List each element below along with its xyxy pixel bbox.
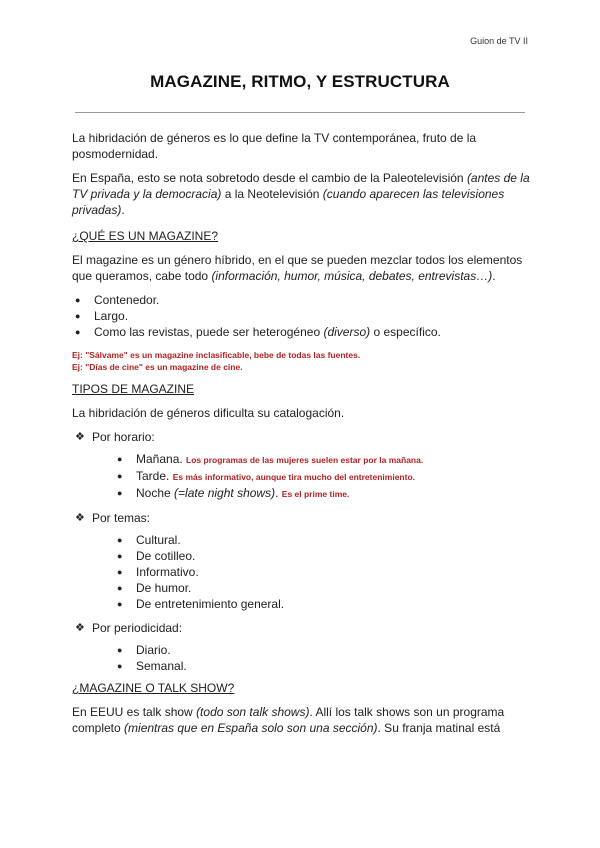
example-note: Ej: "Días de cine" es un magazine de cine.: [72, 362, 243, 372]
example-note: Ej: "Sálvame" es un magazine inclasificable, bebe de todas las fuentes.: [72, 350, 361, 360]
list-item: ● De humor.: [92, 580, 530, 596]
section-heading: TIPOS DE MAGAZINE: [72, 382, 195, 396]
section-paragraph: La hibridación de géneros dificulta su catalogación.: [72, 406, 345, 420]
list-item: ● Mañana. Los programas de las mujeres suelen estar por la mañana.: [92, 451, 530, 468]
diamond-bullet-icon: ❖: [75, 512, 85, 524]
sub-list: [92, 532, 530, 612]
list-item: ● Como las revistas, puede ser heterogéneo (diverso) o específico.: [72, 324, 530, 340]
sub-list: [92, 642, 530, 674]
running-header: Guion de TV II: [470, 36, 528, 46]
page-title: MAGAZINE, RITMO, Y ESTRUCTURA: [150, 72, 450, 91]
section-heading: ¿MAGAZINE O TALK SHOW?: [72, 681, 235, 695]
bullet-list: [72, 292, 530, 340]
intro-paragraph: La hibridación de géneros es lo que define la TV contemporánea, fruto de la posmodernidad.: [72, 131, 477, 161]
diamond-bullet-icon: ❖: [75, 431, 85, 443]
list-item: ❖ Por temas: ● Cultural. ● De cotilleo. ● Informativo. ● De humor. ● De entretenimiento general.: [72, 510, 530, 612]
list-item: ● Contenedor.: [72, 292, 530, 308]
category-list: [72, 429, 530, 674]
list-item: ● De cotilleo.: [92, 548, 530, 564]
list-item: ● De entretenimiento general.: [92, 596, 530, 612]
list-item: ❖ Por periodicidad: ● Diario. ● Semanal.: [72, 620, 530, 674]
list-item: ● Semanal.: [92, 658, 530, 674]
document-body: [72, 130, 530, 736]
sub-list: [92, 451, 530, 502]
list-item: ● Cultural.: [92, 532, 530, 548]
section-paragraph: En EEUU es talk show (todo son talk shows). Allí los talk shows son un programa completo (mientras que en España solo son una sección). Su franja matinal está: [72, 705, 505, 735]
section-paragraph: El magazine es un género híbrido, en el que se pueden mezclar todos los elementos que queramos, cabe todo (información, humor, música, debates, entrevistas…).: [72, 253, 523, 283]
intro-paragraph-2: En España, esto se nota sobretodo desde el cambio de la Paleotelevisión (antes de la TV privada y la democracia) a la Neotelevisión (cuando aparecen las televisiones privadas).: [72, 171, 530, 217]
list-item: ● Diario.: [92, 642, 530, 658]
section-heading: ¿QUÉ ES UN MAGAZINE?: [72, 229, 219, 243]
title-divider: [75, 112, 525, 113]
list-item: ● Tarde. Es más informativo, aunque tira mucho del entretenimiento.: [92, 468, 530, 485]
list-item: ● Informativo.: [92, 564, 530, 580]
diamond-bullet-icon: ❖: [75, 622, 85, 634]
list-item: ❖ Por horario: ● Mañana. Los programas de las mujeres suelen estar por la mañana. ● Tarde. Es más informativo, aunque tira mucho del entretenimiento. ● Noche (=late night shows). Es el prime time.: [72, 429, 530, 502]
list-item: ● Noche (=late night shows). Es el prime time.: [92, 485, 530, 502]
list-item: ● Largo.: [72, 308, 530, 324]
